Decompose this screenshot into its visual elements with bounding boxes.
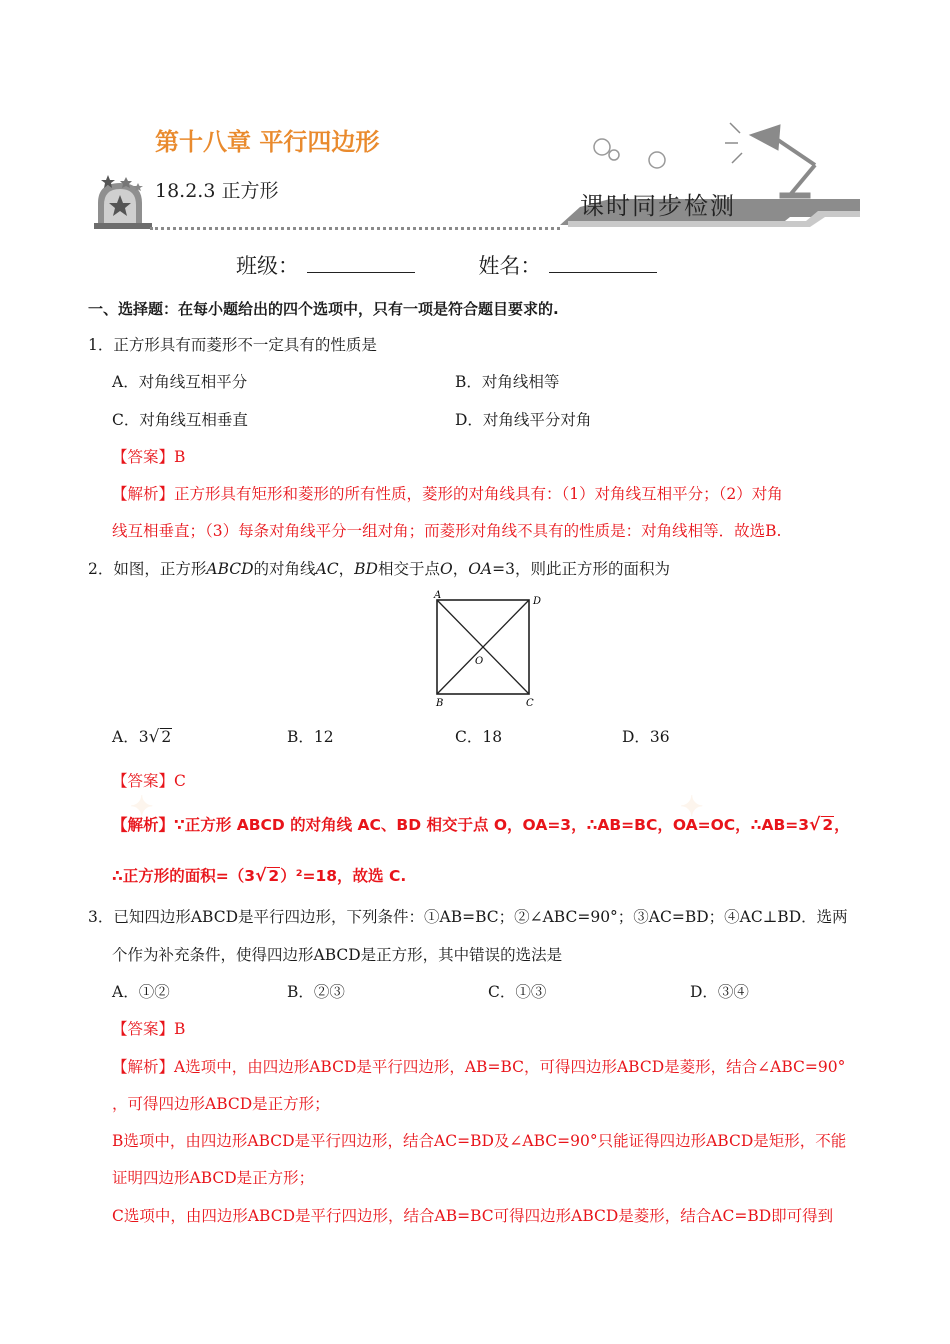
analysis-tag: 【解析】 xyxy=(112,485,175,503)
vertex-d-label: D xyxy=(533,596,542,607)
q1-option-d: D．对角线平分对角 xyxy=(455,411,592,429)
watermark: ✦ xyxy=(130,790,154,823)
stem-text: 的对角线 xyxy=(253,560,316,578)
q2-option-a xyxy=(112,727,172,747)
answer-tag: 【答案】 xyxy=(112,1020,175,1038)
analysis-text: ∴正方形的面积=（3 xyxy=(112,867,256,885)
watermark: ✦ xyxy=(680,790,704,823)
header-decoration xyxy=(90,95,865,240)
vertex-a-label: A xyxy=(434,590,442,601)
q3-analysis-line-5: C选项中，由四边形ABCD是平行四边形，结合AB=BC可得四边形ABCD是菱形，结合AC=BD即可得到 xyxy=(112,1207,834,1225)
q3-analysis-line-1 xyxy=(112,1057,845,1077)
section-title: 18.2.3 正方形 xyxy=(155,180,279,202)
sqrt-icon: √ xyxy=(148,727,160,747)
stem-text: 2．如图，正方形 xyxy=(88,560,207,578)
q3-stem-line-1: 3．已知四边形ABCD是平行四边形，下列条件：①AB=BC；②∠ABC=90°；③AC=BD；④AC⊥BD．选两 xyxy=(88,908,848,926)
q2-analysis-line-1 xyxy=(112,813,850,835)
var-oa: OA xyxy=(468,560,493,578)
radicand: 2 xyxy=(268,867,280,885)
var-o: O xyxy=(439,560,453,578)
name-blank[interactable] xyxy=(549,254,657,273)
chapter-title: 第十八章 平行四边形 xyxy=(155,128,380,156)
q2-option-d: D．36 xyxy=(622,728,670,746)
bubble-icon xyxy=(594,139,610,155)
header-divider xyxy=(150,227,560,230)
bubble-icon xyxy=(649,152,665,168)
stem-text: ， xyxy=(338,560,355,578)
analysis-text: A选项中，由四边形ABCD是平行四边形，AB=BC，可得四边形ABCD是菱形，结合∠ABC=90° xyxy=(174,1058,846,1076)
analysis-tag: 【解析】 xyxy=(112,1058,175,1076)
stem-text: ， xyxy=(452,560,469,578)
q3-option-d: D．③④ xyxy=(690,983,749,1001)
bubble-icon xyxy=(609,150,619,160)
class-label: 班级： xyxy=(236,254,299,278)
q3-answer xyxy=(112,1019,185,1039)
q3-stem-line-2: 个作为补充条件，使得四边形ABCD是正方形，其中错误的选法是 xyxy=(112,946,563,964)
radicand: 2 xyxy=(822,816,834,834)
q1-analysis-line-2: 线互相垂直；（3）每条对角线平分一组对角；而菱形对角线不具有的性质是：对角线相等．故选B. xyxy=(112,522,782,540)
q2-option-c: C．18 xyxy=(455,728,503,746)
stem-text: =3，则此正方形的面积为 xyxy=(492,560,670,578)
desk-lamp-icon xyxy=(725,123,815,198)
square-figure xyxy=(425,588,550,710)
q2-analysis-line-2 xyxy=(112,864,406,886)
analysis-tag: 【解析】 xyxy=(112,816,175,834)
var-bd: BD xyxy=(354,560,378,578)
student-info-line xyxy=(236,250,657,280)
q3-option-c: C．①③ xyxy=(488,983,547,1001)
q3-analysis-line-3: B选项中，由四边形ABCD是平行四边形，结合AC=BD及∠ABC=90°只能证得四边形ABCD是矩形，不能 xyxy=(112,1132,847,1150)
class-blank[interactable] xyxy=(307,254,415,273)
section-heading: 一、选择题：在每小题给出的四个选项中，只有一项是符合题目要求的. xyxy=(88,300,559,318)
analysis-text: 正方形具有矩形和菱形的所有性质，菱形的对角线具有：（1）对角线互相平分；（2）对角 xyxy=(174,485,783,503)
radicand: 2 xyxy=(161,728,172,746)
answer-tag: 【答案】 xyxy=(112,448,175,466)
q1-answer xyxy=(112,447,185,467)
center-o-label: O xyxy=(475,656,484,667)
q1-stem: 1．正方形具有而菱形不一定具有的性质是 xyxy=(88,336,377,354)
analysis-text: ）²=18，故选 C. xyxy=(280,867,407,885)
q1-option-b: B．对角线相等 xyxy=(455,373,560,391)
q2-option-b: B．12 xyxy=(287,728,334,746)
answer-value: B xyxy=(174,448,186,466)
sqrt-icon: √ xyxy=(255,866,267,886)
analysis-text: ， xyxy=(834,816,850,834)
q1-option-a: A．对角线互相平分 xyxy=(112,373,248,391)
analysis-text: ∵正方形 ABCD 的对角线 AC、BD 相交于点 O，OA=3，∴AB=BC，OA=OC，∴AB=3 xyxy=(174,816,810,834)
q3-analysis-line-4: 证明四边形ABCD是正方形； xyxy=(112,1169,315,1187)
answer-value: B xyxy=(174,1020,186,1038)
answer-value: C xyxy=(174,772,186,790)
q2-stem xyxy=(88,559,670,579)
q3-option-b: B．②③ xyxy=(287,983,345,1001)
option-label: A．3 xyxy=(112,728,149,746)
vertex-b-label: B xyxy=(436,698,444,709)
q3-analysis-line-2: ，可得四边形ABCD是正方形； xyxy=(112,1095,330,1113)
answer-tag: 【答案】 xyxy=(112,772,175,790)
sqrt-icon: √ xyxy=(809,815,821,835)
q3-option-a: A．①② xyxy=(112,983,170,1001)
var-ac: AC xyxy=(315,560,339,578)
banner-label: 课时同步检测 xyxy=(580,192,736,220)
vertex-c-label: C xyxy=(526,698,534,709)
q2-answer xyxy=(112,771,186,791)
q1-analysis-line-1 xyxy=(112,484,783,504)
q1-option-c: C．对角线互相垂直 xyxy=(112,411,248,429)
var-abcd: ABCD xyxy=(206,560,254,578)
name-label: 姓名： xyxy=(478,254,542,278)
star-badge-icon xyxy=(94,175,152,229)
stem-text: 相交于点 xyxy=(377,560,440,578)
